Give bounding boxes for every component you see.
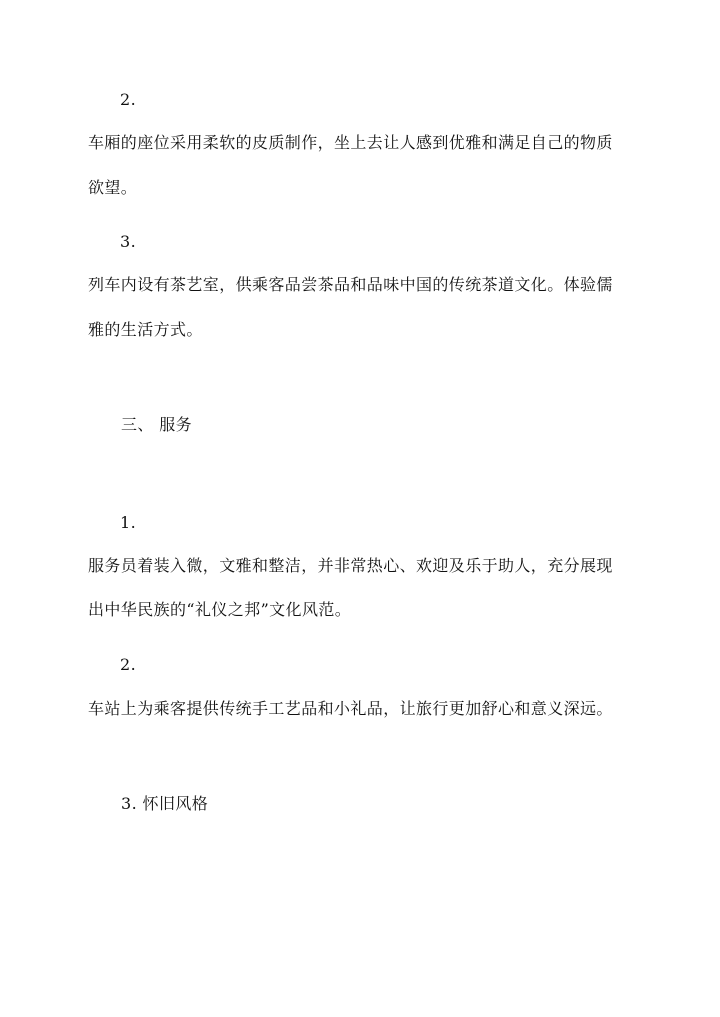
list-number: 3. [120, 232, 137, 251]
paragraph-line: 欲望。 [88, 178, 138, 197]
paragraph-line: 服务员着装入微，文雅和整洁，并非常热心、欢迎及乐于助人，充分展现 [88, 556, 613, 575]
list-number: 1. [120, 513, 137, 532]
list-number: 2. [120, 90, 137, 109]
paragraph-line: 列车内设有茶艺室，供乘客品尝茶品和品味中国的传统茶道文化。体验儒 [88, 275, 613, 294]
section-heading: 三、 服务 [121, 415, 193, 434]
paragraph-line: 车站上为乘客提供传统手工艺品和小礼品，让旅行更加舒心和意义深远。 [88, 699, 613, 718]
paragraph-line: 出中华民族的“礼仪之邦”文化风范。 [88, 600, 352, 619]
list-number: 2. [120, 655, 137, 674]
subsection-heading: 3. 怀旧风格 [121, 794, 209, 813]
paragraph-line: 车厢的座位采用柔软的皮质制作，坐上去让人感到优雅和满足自己的物质 [88, 133, 613, 152]
paragraph-line: 雅的生活方式。 [88, 320, 203, 339]
